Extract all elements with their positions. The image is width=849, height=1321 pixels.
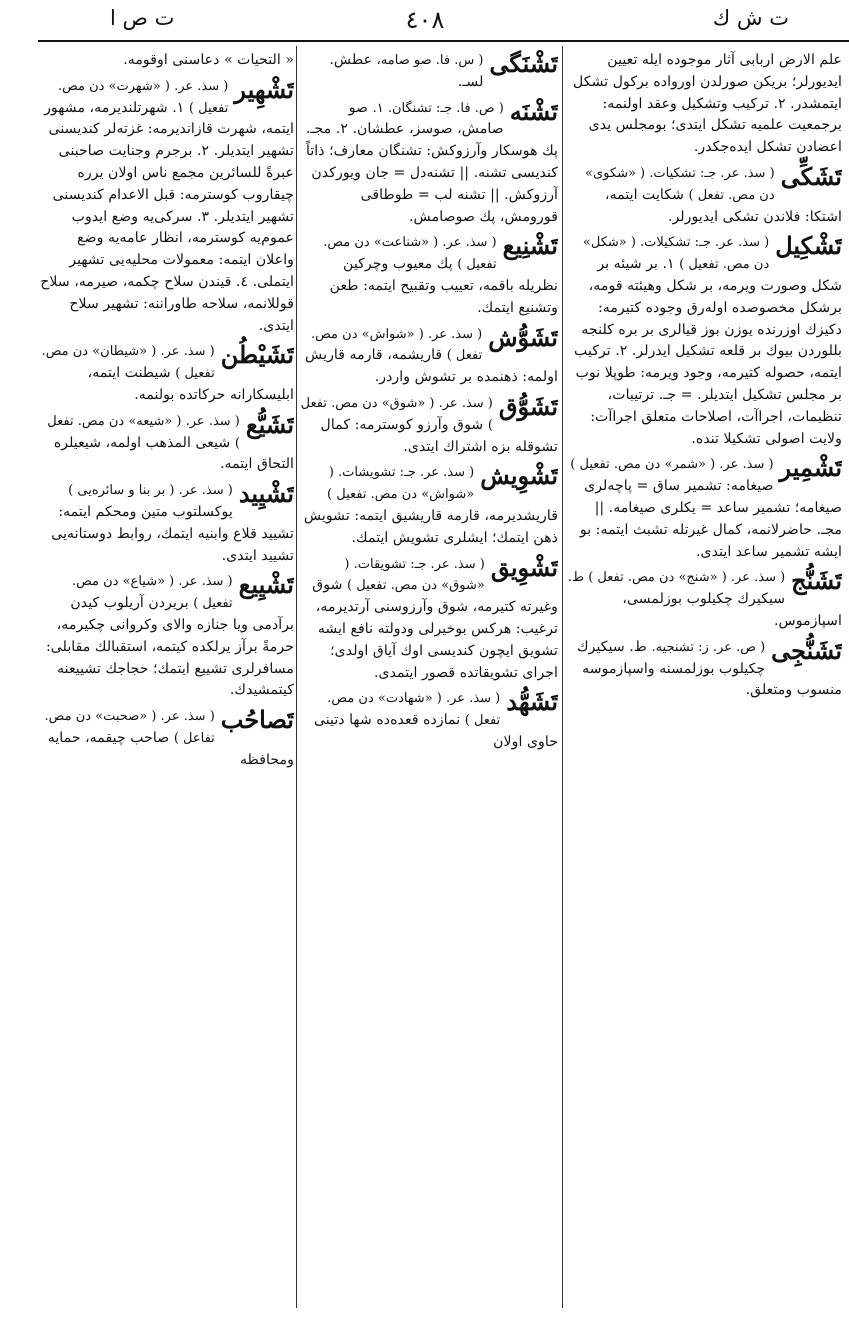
column-divider — [562, 46, 563, 1308]
page-number: ٤٠٨ — [405, 6, 445, 34]
dictionary-entry — [300, 324, 558, 389]
dictionary-entry — [40, 76, 294, 338]
dictionary-entry — [566, 50, 842, 159]
entry-headword: تَشَيْطُن — [220, 340, 294, 370]
entry-headword: تَشْنَگی — [489, 50, 558, 78]
entry-definition: شکایت ایتمه، اشتکا: فلاندن تشکی ایدیورلر. — [604, 186, 842, 225]
entry-headword: تَشَكِّی — [780, 161, 842, 191]
dictionary-entry — [40, 706, 294, 771]
entry-headword: تَشَوُّش — [488, 322, 558, 352]
entry-definition: ۱. شهرتلندیرمه، مشهور ایتمه، شهرت قازاندیرمه: غزته‌لر كندیسنی تشهیر ایتدیلر. ۲. برجرم وجنایت صاحبنی عبرةً للسائرین مجمع ناس اولان یرره چیقاروب كوسترمه: قبل الاعدام كندیسنی تشهیر ایتدیلر. ۳. سركی‌یه وضع ایدوب عموم‌یه كوسترمه، انظار عامه‌یه وضع واعلان ایتمه: معمولات محلیه‌یی تشهیر ایتملی. ٤. قیندن سلاح چكمه، صیرمه، سلاح قوللانمه، سلاحه طاوراننه: تشهیر سلاح ایتدی. — [40, 99, 294, 334]
dictionary-entry — [300, 393, 558, 458]
entry-definition: شوق وآرزو كوسترمه: كمال تشوقله بزه اشتراك ایتدی. — [320, 416, 558, 455]
dictionary-entry — [40, 480, 294, 567]
dictionary-entry — [300, 232, 558, 319]
entry-grammar: ( سذ. عر. ( «شوق» دن مص. تفعل ) — [300, 395, 493, 433]
entry-definition: یوكسلتوب متین ومحكم ایتمه: تشیید قلاع وابنیه ایتمك، روابط دوستانه‌یی تشیید ایتدی. — [51, 503, 294, 564]
dictionary-entry — [40, 341, 294, 406]
entry-grammar: ( سذ. عر. ( «شیطان» دن مص. تفعیل ) — [41, 344, 215, 382]
entry-grammar: ( سذ. عر. ( «شیاع» دن مص. تفعیل ) — [71, 574, 233, 612]
entry-definition: ۱. بر شیئه بر شکل وصورت ویرمه، بر شکل وهیئته قومه، برشکل مخصوصده اولەرق وجوده کتیرمه: دکیزك اوزرنده یوزن بوز قیالری بر بره کلنجه بللوردن بیوك بر قلعه تشکیل ایدرلر. ۲. ترکیب ایتمه، حصوله کتیرمه، وجود ویرمه: طوپلا نوب بر مجلس تشکیل ایتدیلر. = جـ. ترتیبات، تنظیمات، اجراآت، اصلاحات متعلق اجراآت: ولایت اصولی تشکیلا تنده. — [574, 256, 842, 447]
entry-definition: علم الارض اربابی آثار موجوده ایله تعیین ایدیورلر؛ بریکن صورلدن اورواده برکول تشکل ایتمشدر. ۲. ترکیب وتشکیل وعقد اولنمه: برجمعیت علمیه تشکل ایتدی؛ بومجلس یدی اعضادن تشکل ایده‌جکدر. — [573, 52, 842, 156]
dictionary-entry — [40, 571, 294, 702]
entry-grammar: ( سذ. عر. ( «شهادت» دن مص. تفعل ) — [327, 691, 501, 729]
dictionary-entry — [300, 688, 558, 753]
entry-definition: قاریشمه، قارمه قاریش اولمه: ذهنمده بر تشوش واردر. — [305, 347, 558, 386]
entry-grammar: ( سذ. عر. ( «شواش» دن مص. تفعل ) — [311, 326, 483, 364]
entry-headword: تَشْنِيع — [502, 231, 558, 261]
entry-headword: تَشْيِيد — [238, 479, 294, 509]
entry-headword: تَصاحُب — [220, 705, 294, 735]
entry-headword: تَشْهِير — [234, 74, 294, 104]
entry-headword: تَشْكِيل — [775, 231, 842, 261]
column-divider — [296, 46, 297, 1308]
entry-headword: تَشَنُّج — [791, 566, 842, 596]
entry-definition: صو صامش، صوسز، عطشان. ۲. مجـ. پك هوسكار وآرزوكش: تشنگان معارف؛ ذاتاً كندیسی تشنه. || تشنه‌دل = جان ویوركدن آرزوكش. || تشنه لب = طوطاقی قورومش، پك صوصامش. — [305, 99, 558, 225]
entry-definition: « التحیات » دعاسنی اوقومه. — [123, 52, 294, 68]
entry-grammar: ( سذ. عر. جـ: تشویقات. ( «شوق» دن مص. تفعیل ) — [344, 556, 485, 594]
column-left — [40, 50, 294, 1308]
entry-definition: پك معیوب وچركین نظریله باقمه، تعییب وتقبیح ایتمه: طعن وتشنیع ایتمك. — [329, 256, 558, 316]
dictionary-entry — [300, 98, 558, 229]
entry-definition: صیغامه: تشمیر ساق = پاچه‌لری صیغامه؛ تشمیر ساعد = یکلری صیغامه. || مجـ. حاضرلانمه، کمال غیرتله تشبث ایتمه: بو ایشه تشمیر ساعد ایتدی. — [579, 478, 842, 560]
column-right — [566, 50, 842, 1308]
entry-headword: تَشْمِير — [779, 453, 842, 483]
header-rule — [38, 40, 849, 42]
entry-headword: تَشَوُّق — [498, 391, 558, 421]
dictionary-entry — [300, 554, 558, 685]
header-left-letters: ت ص ا — [110, 6, 175, 30]
entry-grammar: ( سذ. عر. ( «شناعت» دن مص. تفعیل ) — [323, 235, 497, 273]
entry-grammar: ( سذ. عر. ( «شیعه» دن مص. تفعل ) — [47, 413, 240, 451]
entry-grammar: ( سذ. عر. ( «شمر» دن مص. تفعیل ) — [570, 457, 774, 473]
entry-headword: تَشْنَه — [509, 96, 558, 126]
entry-headword: تَشْيِيع — [238, 570, 294, 600]
entry-headword: تَشَيُّع — [245, 409, 294, 439]
entry-grammar: ( سذ. عر. ( «شنج» دن مص. تفعل ) ط. — [567, 570, 786, 586]
column-middle — [300, 50, 558, 1308]
entry-definition: سیکیرك چکیلوب بوزلمسی، اسپازموس. — [622, 591, 842, 629]
entry-definition: شوق وغیرته كتیرمه، شوق وآرزوسنی آرتدیرمه، ترغیب: هركس بوخیرلی ودولته نافع ایشه تشویق ایچون كندیسی اوك آیاق اولدی؛ اجرای تشویقاتده قصور ایتمدی. — [312, 577, 558, 681]
entry-headword: تَشْوِيق — [490, 552, 558, 582]
entry-definition: قاریشدیرمه، قارمه قاریشیق ایتمه: تشویش ذهن ایتمك؛ ایشلری تشویش ایتمك. — [303, 507, 558, 546]
entry-definition: نمازده قعده‌ده شها دتینی حاوی اولان — [313, 712, 558, 750]
entry-grammar: ( س. فا. صو صامه، — [376, 53, 484, 68]
header-right-letters: ت ش ك — [712, 6, 789, 30]
entry-headword: تَشَهُّد — [506, 687, 558, 717]
entry-definition: شیعی المذهب اولمه، شیعیلره التحاق ایتمه. — [53, 434, 294, 473]
entry-definition: بریردن آریلوب كیدن برآدمی ویا جنازه والای وكروانی چكیرمه، حرمةً برآز یرلكده كیتمه، استقبالك مقابلی: مسافرلری تشییع ایتمك؛ حجاجك تشییعنه كیتمشیدك. — [46, 595, 294, 699]
dictionary-entry — [566, 567, 842, 632]
dictionary-entry — [40, 50, 294, 72]
dictionary-entry — [300, 462, 558, 549]
entry-headword: تَشَنُّجِی — [771, 635, 842, 665]
entry-definition: عطش. لسـ. — [329, 52, 484, 90]
dictionary-entry — [566, 454, 842, 563]
dictionary-entry — [40, 411, 294, 476]
entry-definition: شیطنت ایتمه، ابلیسكارانه حركاتده بولنمه. — [87, 365, 294, 403]
entry-headword: تَشْوِيش — [480, 461, 558, 491]
entry-definition: ط. سیکیرك چکیلوب بوزلمسنه واسپازموسه منسوب ومتعلق. — [576, 638, 842, 699]
entry-grammar: ( ص. فا. جـ: تشنگان. ۱. — [372, 100, 504, 116]
dictionary-entry — [566, 637, 842, 702]
entry-grammar: ( سذ. عر. ( بر بنا و سائره‌یی ) — [68, 483, 233, 499]
entry-grammar: ( سذ. عر. جـ: تشویشات. ( «شواش» دن مص. تفعیل ) — [327, 465, 475, 503]
entry-grammar: ( ص. عر. ز: تشنجیه. — [651, 639, 766, 655]
dictionary-entry — [566, 163, 842, 228]
entry-definition: صاحب چیقمه، حمایه ومحافظه — [47, 729, 294, 768]
dictionary-entry — [566, 232, 842, 450]
entry-grammar: ( سذ. عر. ( «صحبت» دن مص. تفاعل ) — [44, 709, 215, 746]
entry-grammar: ( سذ. عر. جـ: تشکیلات. ( «شکل» دن مص. تفعیل ) — [582, 235, 770, 273]
entry-grammar: ( سذ. عر. ( «شهرت» دن مص. تفعیل ) — [57, 78, 229, 116]
dictionary-entry — [300, 50, 558, 94]
entry-grammar: ( سذ. عر. جـ: تشکیات. ( «شکوی» دن مص. تفعل ) — [585, 165, 775, 203]
